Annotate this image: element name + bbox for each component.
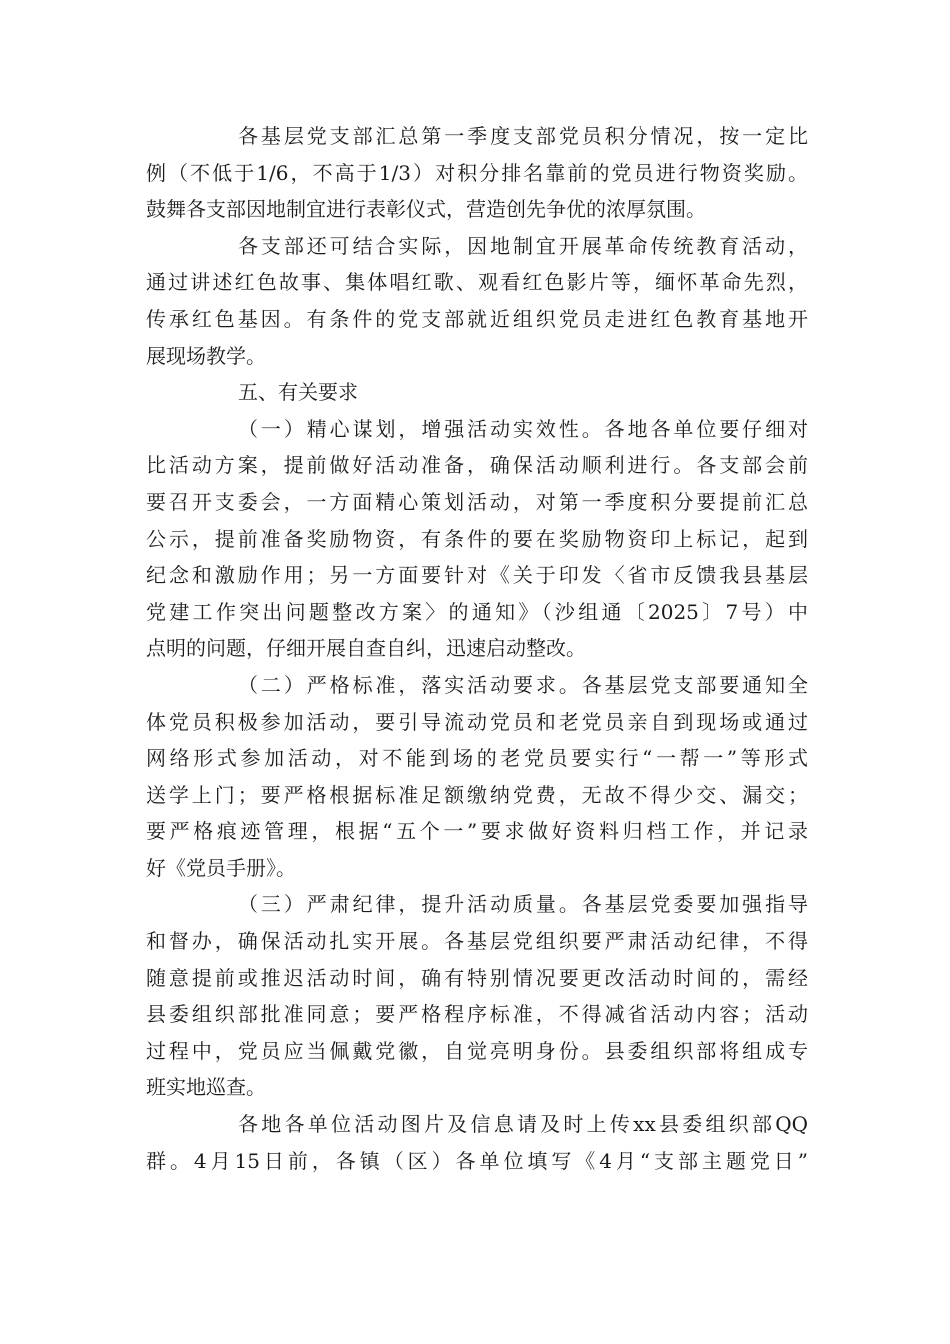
text-line: 各地各单位活动图片及信息请及时上传xx县委组织部QQ <box>238 1112 808 1137</box>
text-line: 班实地巡查。 <box>146 1075 266 1100</box>
text-line: 县委组织部批准同意；要严格程序标准，不得减省活动内容；活动 <box>146 1002 808 1027</box>
text-line: 要召开支委会，一方面精心策划活动，对第一季度积分要提前汇总 <box>146 489 808 514</box>
text-line: 体党员积极参加活动，要引导流动党员和老党员亲自到现场或通过 <box>146 709 808 734</box>
text-line: 点明的问题，仔细开展自查自纠，迅速启动整改。 <box>146 636 586 661</box>
text-line: 网络形式参加活动，对不能到场的老党员要实行“一帮一”等形式 <box>146 746 808 771</box>
text-line: 好《党员手册》。 <box>146 855 296 880</box>
text-line: 展现场教学。 <box>146 343 266 368</box>
text-line: 各支部还可结合实际，因地制宜开展革命传统教育活动， <box>238 233 808 258</box>
text-line: （一）精心谋划，增强活动实效性。各地各单位要仔细对 <box>238 416 808 441</box>
text-line: 党建工作突出问题整改方案〉的通知》（沙组通〔2025〕7号）中 <box>146 599 808 624</box>
text-line: 例（不低于1/6，不高于1/3）对积分排名靠前的党员进行物资奖励。 <box>146 160 808 185</box>
text-line: 比活动方案，提前做好活动准备，确保活动顺利进行。各支部会前 <box>146 453 808 478</box>
text-line: 群。4月15日前，各镇（区）各单位填写《4月“支部主题党日” <box>146 1148 808 1173</box>
text-line: （二）严格标准，落实活动要求。各基层党支部要通知全 <box>238 672 808 697</box>
text-line: 随意提前或推迟活动时间，确有特别情况要更改活动时间的，需经 <box>146 965 808 990</box>
paragraph-upload-notice <box>146 1106 808 1179</box>
paragraph-2 <box>146 228 808 374</box>
text-line: （三）严肃纪律，提升活动质量。各基层党委要加强指导 <box>238 892 808 917</box>
text-line: 公示，提前准备奖励物资，有条件的要在奖励物资印上标记，起到 <box>146 526 808 551</box>
paragraph-requirement-1 <box>146 411 808 667</box>
section-heading-text: 五、有关要求 <box>238 380 358 405</box>
text-line: 要严格痕迹管理，根据“五个一”要求做好资料归档工作，并记录 <box>146 819 808 844</box>
text-line: 通过讲述红色故事、集体唱红歌、观看红色影片等，缅怀革命先烈， <box>146 270 808 295</box>
paragraph-requirement-3 <box>146 886 808 1106</box>
text-line: 纪念和激励作用；另一方面要针对《关于印发〈省市反馈我县基层 <box>146 563 808 588</box>
text-line: 传承红色基因。有条件的党支部就近组织党员走进红色教育基地开 <box>146 306 808 331</box>
paragraph-1 <box>146 118 808 228</box>
text-line: 各基层党支部汇总第一季度支部党员积分情况，按一定比 <box>238 124 808 148</box>
paragraph-requirement-2 <box>146 667 808 887</box>
text-line: 和督办，确保活动扎实开展。各基层党组织要严肃活动纪律，不得 <box>146 929 808 954</box>
text-line: 鼓舞各支部因地制宜进行表彰仪式，营造创先争优的浓厚氛围。 <box>146 197 706 222</box>
text-line: 过程中，党员应当佩戴党徽，自觉亮明身份。县委组织部将组成专 <box>146 1038 808 1063</box>
text-line: 送学上门；要严格根据标准足额缴纳党费，无故不得少交、漏交； <box>146 782 808 807</box>
section-heading <box>146 374 808 411</box>
document-body <box>146 118 808 1179</box>
